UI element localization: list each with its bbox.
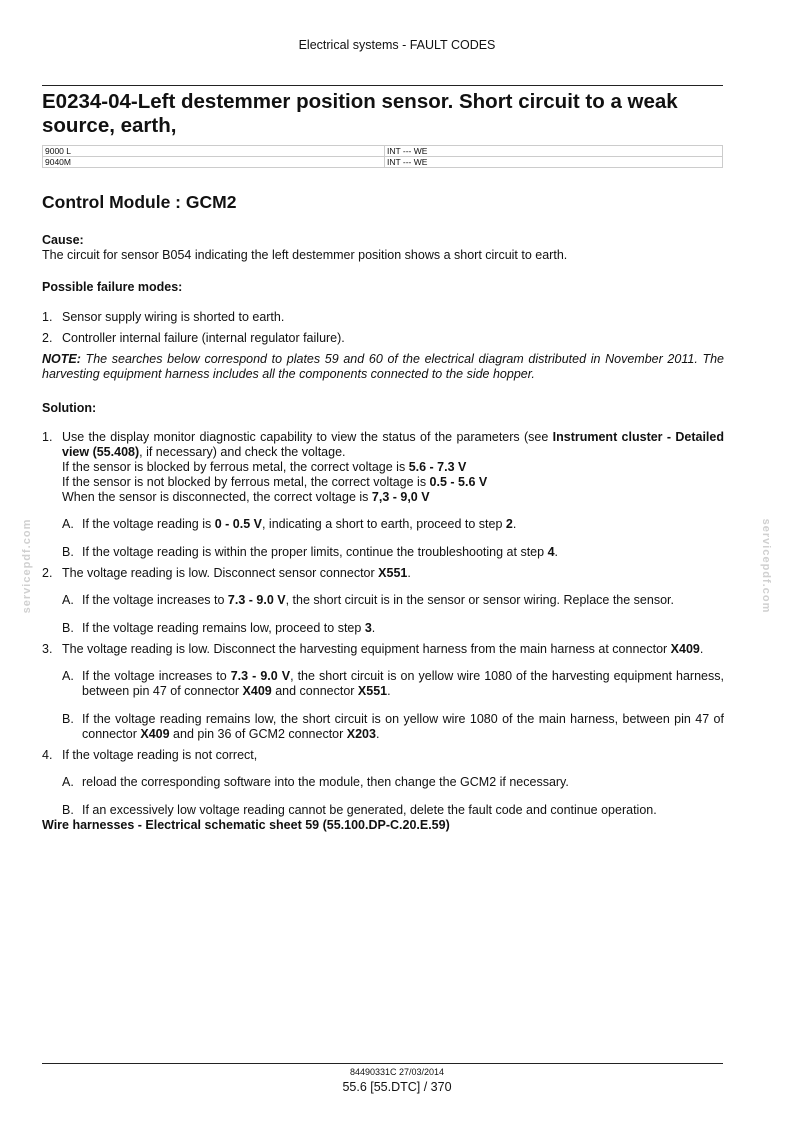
cause-text: The circuit for sensor B054 indicating the left destemmer position shows a short circuit to earth. bbox=[42, 248, 568, 262]
solution-step-2: 2. The voltage reading is low. Disconnect sensor connector X551. bbox=[42, 566, 411, 580]
model-cell: 9000 L bbox=[43, 146, 385, 157]
step-2-option-b: B. If the voltage reading remains low, proceed to step 3. bbox=[62, 621, 376, 635]
footer-page-number: 55.6 [55.DTC] / 370 bbox=[342, 1080, 452, 1094]
header-rule bbox=[42, 85, 723, 86]
step-4-option-a: A. reload the corresponding software into the module, then change the GCM2 if necessary. bbox=[62, 775, 569, 789]
list-item: 1. Sensor supply wiring is shorted to earth. bbox=[42, 310, 285, 324]
failure-mode-text: Controller internal failure (internal regulator failure). bbox=[62, 331, 345, 345]
step-3-option-b: B. If the voltage reading remains low, the short circuit is on yellow wire 1080 of the main harness, between pin 47 of connector X409 and pin 36 of GCM2 connector X203. bbox=[62, 712, 724, 741]
instrument-cluster-link[interactable]: Instrument cluster - Detailed view (55.408) bbox=[62, 430, 724, 459]
table-row bbox=[43, 146, 723, 157]
watermark-right: servicepdf.com bbox=[760, 518, 772, 614]
control-module-heading: Control Module : GCM2 bbox=[42, 192, 237, 212]
cause-label: Cause: bbox=[42, 233, 84, 247]
solution-step-3: 3. The voltage reading is low. Disconnect the harvesting equipment harness from the main harness at connector X409. bbox=[42, 642, 704, 656]
list-item: 2. Controller internal failure (internal regulator failure). bbox=[42, 331, 345, 345]
watermark-left: servicepdf.com bbox=[21, 518, 33, 614]
code-cell: INT --- WE bbox=[385, 157, 723, 168]
note-text: The searches below correspond to plates 59 and 60 of the electrical diagram distributed in November 2011. The harvesting equipment harness includes all the components connected to the side hopper. bbox=[42, 352, 724, 381]
schematic-link[interactable]: Wire harnesses - Electrical schematic sheet 59 (55.100.DP-C.20.E.59) bbox=[42, 818, 450, 832]
step-1-option-a: A. If the voltage reading is 0 - 0.5 V, indicating a short to earth, proceed to step 2. bbox=[62, 517, 517, 531]
model-table bbox=[42, 145, 723, 168]
solution-step-4: 4. If the voltage reading is not correct, bbox=[42, 748, 258, 762]
solution-label: Solution: bbox=[42, 401, 97, 415]
failure-modes-label: Possible failure modes: bbox=[42, 280, 183, 294]
fault-title: E0234-04-Left destemmer position sensor. Short circuit to a weak source, earth, bbox=[42, 90, 678, 137]
page-header: Electrical systems - FAULT CODES bbox=[298, 38, 496, 52]
solution-step-1: 1. Use the display monitor diagnostic capability to view the status of the parameters (see Instrument cluster - Detailed view (55.408), if necessary) and check the voltage. If the sensor is blocked by ferrous metal, the correct voltage is 5.6 - 7.3 V If the sensor is not blocked by ferrous metal, the correct voltage is 0.5 - 5.6 V When the sensor is disconnected, the correct voltage is 7,3 - 9,0 V bbox=[42, 430, 724, 504]
failure-mode-text: Sensor supply wiring is shorted to earth. bbox=[62, 310, 285, 324]
footer-rule bbox=[42, 1063, 723, 1064]
note-label: NOTE: bbox=[42, 352, 81, 366]
model-cell: 9040M bbox=[43, 157, 385, 168]
main-content bbox=[42, 233, 724, 833]
footer-doc-id: 84490331C 27/03/2014 bbox=[349, 1067, 445, 1077]
note bbox=[42, 352, 724, 382]
code-cell: INT --- WE bbox=[385, 146, 723, 157]
step-2-option-a: A. If the voltage increases to 7.3 - 9.0 V, the short circuit is in the sensor or sensor wiring. Replace the sensor. bbox=[62, 593, 674, 607]
step-1-option-b: B. If the voltage reading is within the proper limits, continue the troubleshooting at step 4. bbox=[62, 545, 558, 559]
step-3-option-a: A. If the voltage increases to 7.3 - 9.0 V, the short circuit is on yellow wire 1080 of the harvesting equipment harness, between pin 47 of connector X409 and connector X551. bbox=[62, 669, 724, 698]
step-4-option-b: B. If an excessively low voltage reading cannot be generated, delete the fault code and continue operation. bbox=[62, 803, 657, 817]
table-row bbox=[43, 157, 723, 168]
